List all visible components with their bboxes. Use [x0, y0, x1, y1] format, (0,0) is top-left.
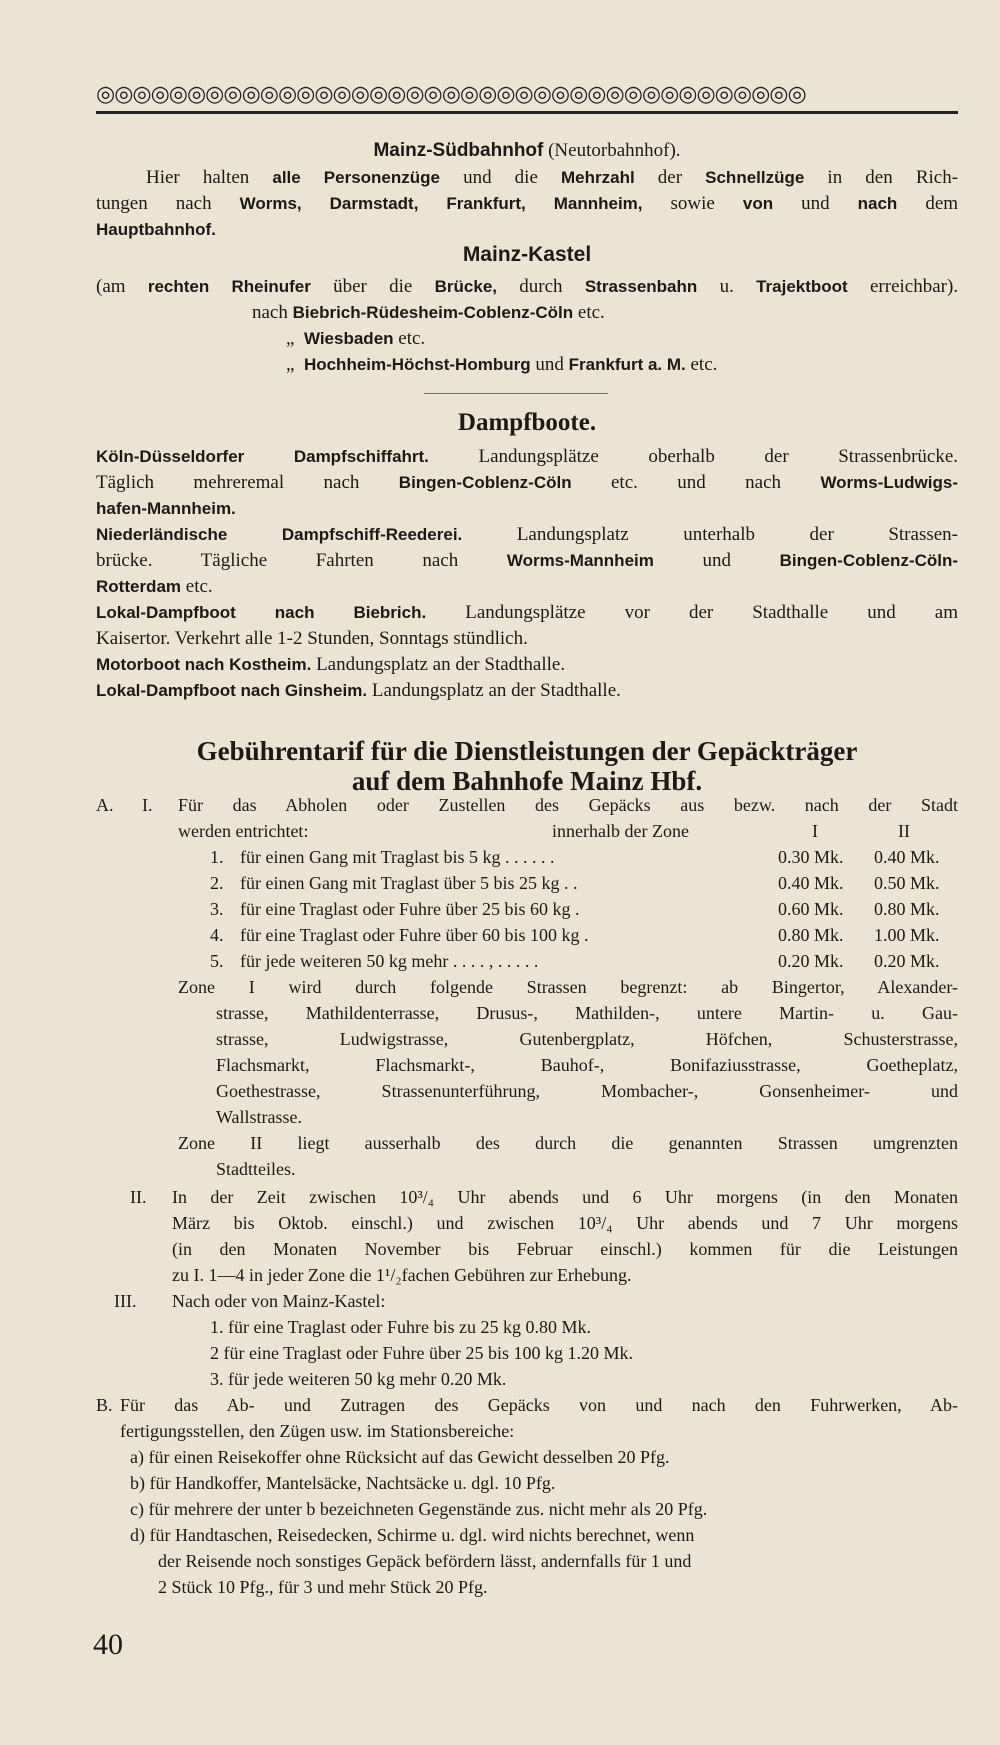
section-b-line: Für das Ab- und Zutragen des Gepäcks von und nach den Fuhrwerken, Ab-	[120, 1395, 958, 1415]
section-iii-rows	[210, 1314, 958, 1392]
tarif-row-text: für einen Gang mit Traglast über 5 bis 25 kg . .	[240, 873, 578, 893]
zone-header: innerhalb der Zone	[552, 821, 689, 841]
tarif-row-zone-i: 0.20 Mk.	[778, 951, 844, 971]
section-b-item-key: c)	[130, 1499, 149, 1519]
zone-i-line: Zone I wird durch folgende Strassen begrenzt: ab Bingertor, Alexander-	[178, 977, 958, 997]
section-b-item	[130, 1470, 958, 1496]
section-b-items	[130, 1444, 958, 1600]
section-b-d-continuation: 2 Stück 10 Pfg., für 3 und mehr Stück 20 Pfg.	[158, 1577, 488, 1597]
section-title-kastel: Mainz-Kastel	[462, 243, 592, 266]
section-iii-line: 1. für eine Traglast oder Fuhre bis zu 25 kg 0.80 Mk.	[210, 1317, 591, 1337]
zone-ii-description	[178, 1130, 958, 1182]
tarif-row-zone-ii: 0.40 Mk.	[874, 847, 940, 867]
page-number: 40	[93, 1628, 123, 1661]
zone-i-line: Flachsmarkt, Flachsmarkt-, Bauhof-, Bonifaziusstrasse, Goetheplatz,	[216, 1055, 958, 1075]
section-b-label: B.	[96, 1395, 113, 1415]
section-b-item-key: b)	[130, 1473, 150, 1493]
tarif-row-zone-i: 0.80 Mk.	[778, 925, 844, 945]
tarif-row-zone-ii: 0.20 Mk.	[874, 951, 940, 971]
zone-ii-line: Zone II liegt ausserhalb des durch die genannten Strassen umgrenzten	[178, 1133, 958, 1153]
section-ii-line: März bis Oktob. einschl.) und zwischen 10³/₄ Uhr abends und 7 Uhr morgens	[172, 1213, 958, 1233]
suedbahnhof-paragraph: Hier halten alle Personenzüge und die Mehrzahl der Schnellzüge in den Rich- tungen nach Worms, Darmstadt, Frankfurt, Mannheim, sowie von und nach dem Hauptbahnhof.	[96, 167, 959, 239]
tarif-row-zone-i: 0.40 Mk.	[778, 873, 844, 893]
section-iii-line: 2 für eine Traglast oder Fuhre über 25 bis 100 kg 1.20 Mk.	[210, 1343, 633, 1363]
tarif-row-text: für jede weiteren 50 kg mehr . . . . , . . . . .	[240, 951, 539, 971]
kastel-paragraph: (am rechten Rheinufer über die Brücke, durch Strassenbahn u. Trajektboot erreichbar). nach Biebrich-Rüdesheim-Coblenz-Cöln etc. „ Wiesbaden etc. „ Hochheim-Höchst-Homburg und Frankfurt a. M. etc.	[96, 276, 959, 375]
tarif-row-text: für einen Gang mit Traglast bis 5 kg . . . . . .	[240, 847, 555, 867]
tarif-row-zone-i: 0.30 Mk.	[778, 847, 844, 867]
zone-i-line: Goethestrasse, Strassenunterführung, Mombacher-, Gonsenheimer- und	[216, 1081, 958, 1101]
tarif-row-number: 1.	[210, 847, 224, 867]
section-b-line: fertigungsstellen, den Zügen usw. im Stationsbereiche:	[120, 1421, 515, 1441]
section-title-suedbahnhof: Mainz-Südbahnhof (Neutorbahnhof).	[373, 140, 681, 161]
section-i-label: I.	[142, 795, 153, 815]
ornament-rule	[96, 111, 958, 114]
section-b-item-key: a)	[130, 1447, 149, 1467]
tarif-row-number: 4.	[210, 925, 224, 945]
section-ii-line: zu I. 1—4 in jeder Zone die 1¹/₂fachen Gebühren zur Erhebung.	[172, 1265, 632, 1285]
section-b-item	[130, 1496, 958, 1522]
section-b-item-key: d)	[130, 1525, 150, 1545]
dampfboote-paragraphs: Köln-Düsseldorfer Dampfschiffahrt. Landungsplätze oberhalb der Strassenbrücke. Täglich mehreremal nach Bingen-Coblenz-Cöln etc. und nach Worms-Ludwigs- hafen-Mannheim. Niederländische Dampfschiff-Reederei. Landungsplatz unterhalb der Strassen- brücke. Tägliche Fahrten nach Worms-Mannheim und Bingen-Coblenz-Cöln- Rotterdam etc. Lokal-Dampfboot nach Biebrich. Landungsplätze vor der Stadthalle und am Kaisertor. Verkehrt alle 1-2 Stunden, Sonntags stündlich. Motorboot nach Kostheim. Landungsplatz an der Stadthalle. Lokal-Dampfboot nach Ginsheim. Landungsplatz an der Stadthalle.	[96, 446, 959, 701]
section-divider	[424, 393, 608, 394]
tarif-row-zone-ii: 0.80 Mk.	[874, 899, 940, 919]
section-ii-text	[172, 1184, 958, 1288]
section-b-item-text: für mehrere der unter b bezeichneten Gegenstände zus. nicht mehr als 20 Pfg.	[148, 1499, 708, 1519]
section-b-d-continuation: der Reisende noch sonstiges Gepäck befördern lässt, andernfalls für 1 und	[158, 1551, 692, 1571]
section-ii-line: In der Zeit zwischen 10³/₄ Uhr abends und 6 Uhr morgens (in den Monaten	[172, 1187, 958, 1207]
section-title-dampfboote: Dampfboote.	[457, 409, 597, 436]
section-iii-line: 3. für jede weiteren 50 kg mehr 0.20 Mk.	[210, 1369, 507, 1389]
tarif-row-zone-ii: 1.00 Mk.	[874, 925, 940, 945]
section-iii-text: Nach oder von Mainz-Kastel:	[172, 1291, 386, 1311]
zone-i-line: strasse, Ludwigstrasse, Gutenbergplatz, Höfchen, Schusterstrasse,	[216, 1029, 958, 1049]
tarif-row-text: für eine Traglast oder Fuhre über 60 bis 100 kg .	[240, 925, 589, 945]
section-ii-label: II.	[130, 1187, 147, 1207]
zone-i-line: Wallstrasse.	[216, 1107, 303, 1127]
tarif-row-number: 5.	[210, 951, 224, 971]
zone-ii-header: II	[898, 821, 910, 841]
section-b-item	[130, 1522, 958, 1548]
zone-i-header: I	[812, 821, 818, 841]
tarif-row-number: 3.	[210, 899, 224, 919]
section-iii-label: III.	[114, 1291, 137, 1311]
zone-i-description	[178, 974, 958, 1130]
section-b-item-text: für Handtaschen, Reisedecken, Schirme u. dgl. wird nichts berechnet, wenn	[149, 1525, 695, 1545]
tarif-row-number: 2.	[210, 873, 224, 893]
section-i-text: Für das Abholen oder Zustellen des Gepäcks aus bezw. nach der Stadt	[178, 795, 958, 815]
tarif-title: Gebührentarif für die Dienstleistungen der Gepäckträger auf dem Bahnhofe Mainz Hbf.	[196, 736, 858, 796]
section-a-label: A.	[96, 795, 114, 815]
tarif-row-zone-ii: 0.50 Mk.	[874, 873, 940, 893]
section-b-item-text: für Handkoffer, Mantelsäcke, Nachtsäcke u. dgl. 10 Pfg.	[149, 1473, 556, 1493]
section-b-text	[120, 1392, 958, 1444]
section-b-item	[130, 1444, 958, 1470]
section-i-text2: werden entrichtet:	[178, 821, 309, 841]
section-b-item-text: für einen Reisekoffer ohne Rücksicht auf das Gewicht desselben 20 Pfg.	[148, 1447, 670, 1467]
zone-ii-line: Stadtteiles.	[216, 1159, 296, 1179]
tarif-row-zone-i: 0.60 Mk.	[778, 899, 844, 919]
zone-i-line: strasse, Mathildenterrasse, Drusus-, Mathilden-, untere Martin- u. Gau-	[216, 1003, 958, 1023]
section-ii-line: (in den Monaten November bis Februar einschl.) kommen für die Leistungen	[172, 1239, 958, 1259]
tarif-row-text: für eine Traglast oder Fuhre über 25 bis 60 kg .	[240, 899, 580, 919]
ornament-border: ◎◎◎◎◎◎◎◎◎◎◎◎◎◎◎◎◎◎◎◎◎◎◎◎◎◎◎◎◎◎◎◎◎◎◎◎◎◎◎	[96, 82, 806, 107]
